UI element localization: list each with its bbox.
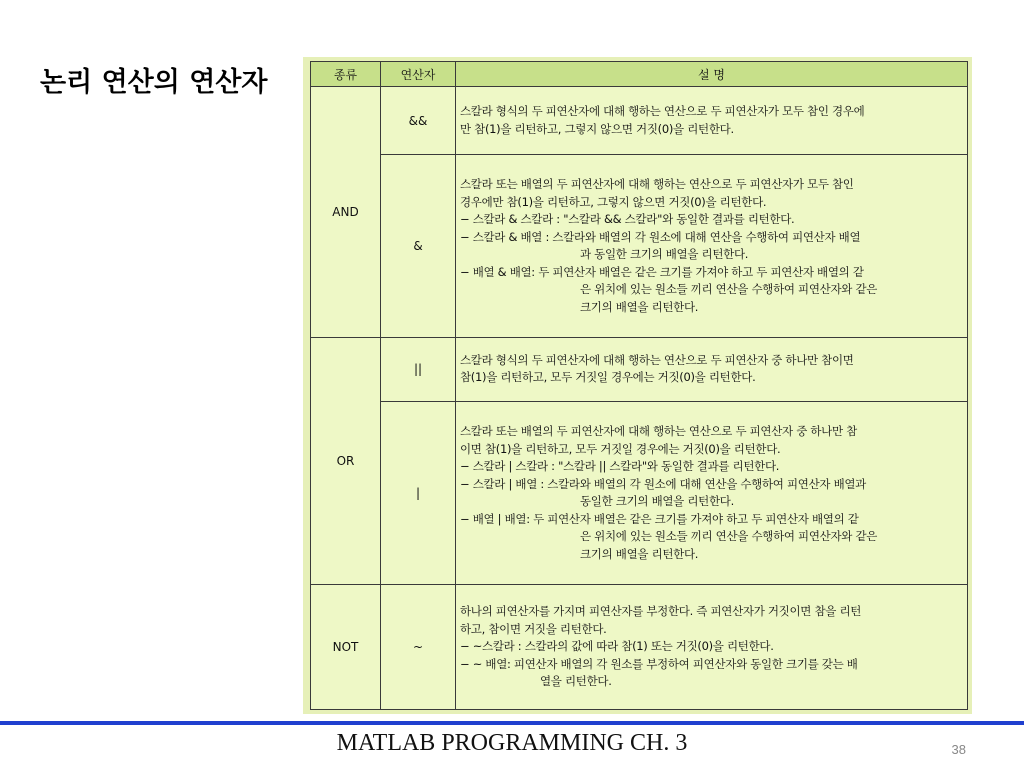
operator-table xyxy=(310,61,968,710)
description-line: − 스칼라 | 배열 : 스칼라와 배열의 각 원소에 대해 연산을 수행하여 피연산자 배열과 xyxy=(460,476,866,491)
table-row xyxy=(311,155,968,337)
operator-cell: | xyxy=(381,402,456,585)
description-cell xyxy=(456,585,968,710)
description-cell xyxy=(456,87,968,155)
type-cell-and: AND xyxy=(311,87,381,338)
slide-title: 논리 연산의 연산자 xyxy=(40,67,268,98)
operator-table-image xyxy=(303,57,972,714)
header-operator: 연산자 xyxy=(381,62,456,87)
description-line: 열을 리턴한다. xyxy=(540,674,612,689)
type-cell-not: NOT xyxy=(311,585,381,710)
description-line: 크기의 배열을 리턴한다. xyxy=(580,546,699,561)
description-line: 스칼라 형식의 두 피연산자에 대해 행하는 연산으로 두 피연산자 중 하나만 참이면 xyxy=(460,352,854,367)
description-line: − 스칼라 & 스칼라 : "스칼라 && 스칼라"와 동일한 결과를 리턴한다. xyxy=(460,212,795,227)
description-line: − 배열 | 배열: 두 피연산자 배열은 같은 크기를 가져야 하고 두 피연산자 배열의 같 xyxy=(460,511,859,526)
table-row xyxy=(311,337,968,401)
operator-cell: & xyxy=(381,155,456,337)
description-line: 스칼라 또는 배열의 두 피연산자에 대해 행하는 연산으로 두 피연산자 중 하나만 참 xyxy=(460,424,857,439)
operator-cell: && xyxy=(381,87,456,155)
description-line: 동일한 크기의 배열을 리턴한다. xyxy=(580,494,734,509)
description-line: 하고, 참이면 거짓을 리턴한다. xyxy=(460,621,607,636)
table-row xyxy=(311,87,968,155)
description-line: 경우에만 참(1)을 리턴하고, 그렇지 않으면 거짓(0)을 리턴한다. xyxy=(460,194,767,209)
description-line: 스칼라 형식의 두 피연산자에 대해 행하는 연산으로 두 피연산자가 모두 참인 경우에 xyxy=(460,104,865,119)
operator-cell: || xyxy=(381,337,456,401)
footer-title: MATLAB PROGRAMMING CH. 3 xyxy=(336,730,688,756)
description-line: 크기의 배열을 리턴한다. xyxy=(580,299,699,314)
description-line: 과 동일한 크기의 배열을 리턴한다. xyxy=(580,247,749,262)
header-type: 종류 xyxy=(311,62,381,87)
description-line: 이면 참(1)을 리턴하고, 모두 거짓일 경우에는 거짓(0)을 리턴한다. xyxy=(460,441,781,456)
description-line: − 스칼라 | 스칼라 : "스칼라 || 스칼라"와 동일한 결과를 리턴한다. xyxy=(460,459,780,474)
description-line: 스칼라 또는 배열의 두 피연산자에 대해 행하는 연산으로 두 피연산자가 모두 참인 xyxy=(460,177,854,192)
description-line: − ~스칼라 : 스칼라의 값에 따라 참(1) 또는 거짓(0)을 리턴한다. xyxy=(460,639,774,654)
description-line: − ~ 배열: 피연산자 배열의 각 원소를 부정하여 피연산자와 동일한 크기를 갖는 배 xyxy=(460,656,858,671)
page-number: 38 xyxy=(951,742,966,757)
description-cell xyxy=(456,402,968,585)
description-line: 참(1)을 리턴하고, 모두 거짓일 경우에는 거짓(0)을 리턴한다. xyxy=(460,370,756,385)
description-line: 은 위치에 있는 원소들 끼리 연산을 수행하여 피연산자와 같은 xyxy=(580,282,878,297)
description-line: − 스칼라 & 배열 : 스칼라와 배열의 각 원소에 대해 연산을 수행하여 피연산자 배열 xyxy=(460,229,861,244)
table-header-row xyxy=(311,62,968,87)
description-line: 은 위치에 있는 원소들 끼리 연산을 수행하여 피연산자와 같은 xyxy=(580,529,878,544)
table-row xyxy=(311,585,968,710)
description-cell xyxy=(456,155,968,337)
header-description: 설 명 xyxy=(456,62,968,87)
footer-divider xyxy=(0,721,1024,725)
description-line: 만 참(1)을 리턴하고, 그렇지 않으면 거짓(0)을 리턴한다. xyxy=(460,121,734,136)
description-line: − 배열 & 배열: 두 피연산자 배열은 같은 크기를 가져야 하고 두 피연산자 배열의 같 xyxy=(460,264,864,279)
description-line: 하나의 피연산자를 가지며 피연산자를 부정한다. 즉 피연산자가 거짓이면 참을 리턴 xyxy=(460,604,862,619)
type-cell-or: OR xyxy=(311,337,381,585)
operator-cell: ~ xyxy=(381,585,456,710)
description-cell xyxy=(456,337,968,401)
table-row xyxy=(311,402,968,585)
